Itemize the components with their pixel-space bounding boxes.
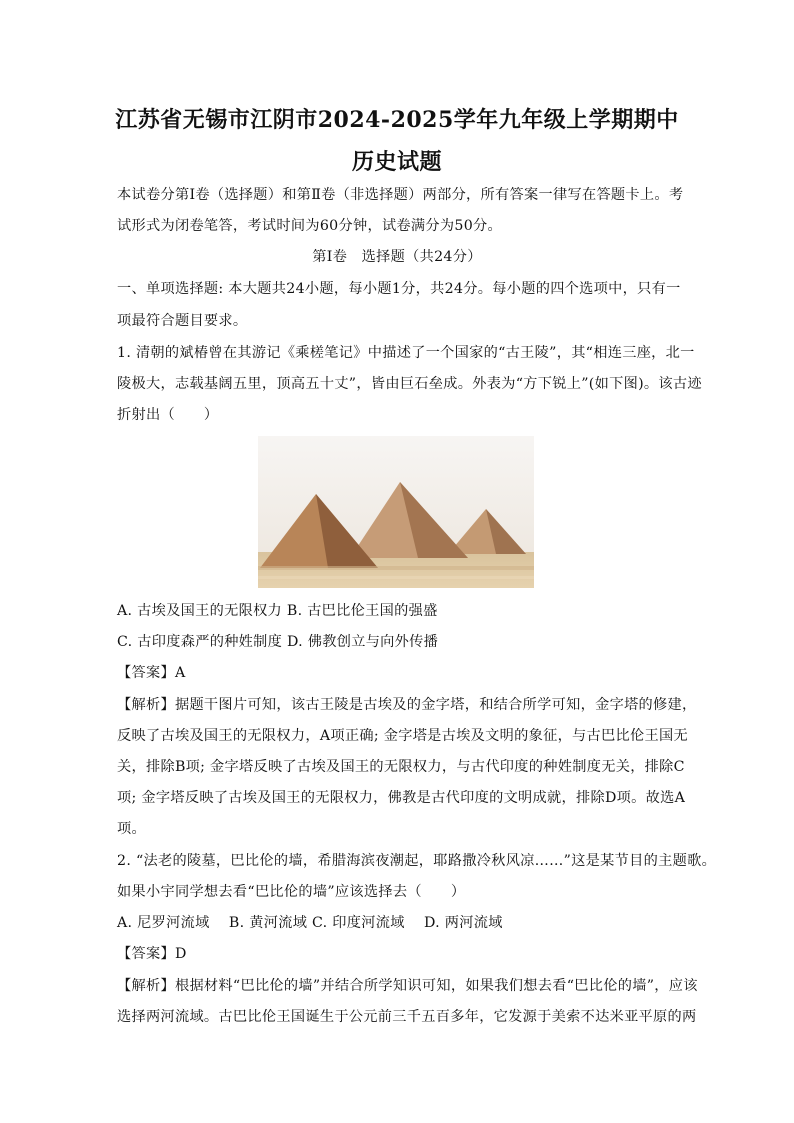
question-2-explanation: 【解析】根据材料“巴比伦的墙”并结合所学知识可知，如果我们想去看“巴比伦的墙”，应该	[117, 978, 698, 994]
question-2-stem: 2. “法老的陵墓，巴比伦的墙，希腊海滨夜潮起，耶路撒冷秋风凉……”这是某节目的主题歌。	[117, 853, 717, 869]
part-instructions: 项最符合题目要求。	[117, 313, 248, 329]
intro-text: 本试卷分第Ⅰ卷（选择题）和第Ⅱ卷（非选择题）两部分，所有答案一律写在答题卡上。考	[117, 187, 684, 203]
question-1-option: A. 古埃及国王的无限权力 B. 古巴比伦王国的强盛	[117, 603, 438, 619]
question-1-explanation: 项; 金字塔反映了古埃及国王的无限权力，佛教是古代印度的文明成就，排除D项。故选A	[117, 790, 686, 806]
question-1-explanation: 关，排除B项; 金字塔反映了古埃及国王的无限权力，与古代印度的种姓制度无关，排除C	[117, 759, 685, 775]
question-1-explanation: 反映了古埃及国王的无限权力，A项正确; 金字塔是古埃及文明的象征，与古巴比伦王国无	[117, 728, 688, 744]
question-1-option: C. 古印度森严的种姓制度 D. 佛教创立与向外传播	[117, 634, 439, 650]
question-1-stem: 折射出（ ）	[117, 407, 219, 423]
part-instructions: 一、单项选择题: 本大题共24小题，每小题1分，共24分。每小题的四个选项中，只有一	[117, 281, 681, 297]
section-title: 第Ⅰ卷 选择题（共24分）	[312, 249, 482, 265]
question-2-explanation: 选择两河流域。古巴比伦王国诞生于公元前三千五百多年，它发源于美索不达米亚平原的两	[117, 1009, 697, 1025]
intro-text: 试形式为闭卷笔答，考试时间为60分钟，试卷满分为50分。	[117, 218, 503, 234]
question-1-explanation: 项。	[117, 821, 146, 837]
question-2-stem: 如果小宇同学想去看“巴比伦的墙”应该选择去（ ）	[117, 884, 466, 900]
question-1-stem: 陵极大，志载基阔五里，顶高五十丈”，皆由巨石垒成。外表为“方下锐上”(如下图)。该古迹	[117, 376, 702, 392]
pyramids-photo	[258, 436, 534, 588]
question-2-answer: 【答案】D	[117, 946, 187, 962]
exam-title: 江苏省无锡市江阴市2024-2025学年九年级上学期期中	[115, 107, 679, 133]
question-1-answer: 【答案】A	[117, 665, 186, 681]
question-1-explanation: 【解析】据题干图片可知，该古王陵是古埃及的金字塔，和结合所学可知，金字塔的修建，	[117, 697, 697, 713]
exam-subject: 历史试题	[351, 149, 442, 175]
question-2-options: A. 尼罗河流域 B. 黄河流域 C. 印度河流域 D. 两河流域	[117, 915, 503, 931]
question-1-stem: 1. 清朝的斌椿曾在其游记《乘槎笔记》中描述了一个国家的“古王陵”，其“相连三座，北一	[117, 345, 695, 361]
